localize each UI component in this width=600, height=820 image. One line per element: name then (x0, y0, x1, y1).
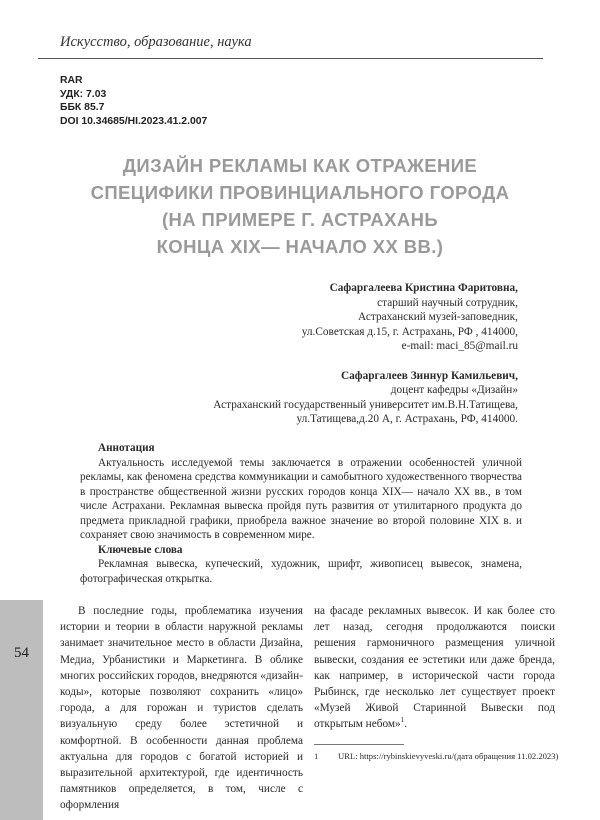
author-2-address: ул.Татищева,д.20 А, г. Астрахань, РФ, 414000. (296, 413, 518, 425)
author-1-position: старший научный сотрудник, (377, 296, 518, 309)
body-column-right-text: на фасаде рекламных вывесок. И как более сто лет назад, сегодня продолжаются поиски решения гармоничного размещения уличной вывески, создания ее эстетики или даже бренда, как например, в исторической части города Рыбинск, где несколько лет существует проект «Музей Живой Старинной Вывески под открытым небом» (314, 605, 555, 731)
author-1-address: ул.Советская д.15, г. Астрахань, РФ , 414000, (301, 325, 518, 338)
body-column-right (314, 603, 555, 733)
author-2-position: доцент кафедры «Дизайн» (390, 384, 518, 396)
doi: DOI 10.34685/HI.2023.41.2.007 (60, 115, 208, 127)
keywords-heading: Ключевые слова (98, 543, 183, 556)
article-identifiers (60, 74, 207, 128)
body-column-left: В последние годы, проблематика изучения истории и теории в области наружной рекламы занимает значительное место в области Дизайна, Медиа, Урбанистики и Маркетинга. В облике многих российских городов, внедряются «дизайн-коды», которые позволяют сохранить «лицо» города, а для горожан и туристов сделать визуальную среду более эстетичной и комфортной. В особенности данная проблема актуальна для городов с богатой историей и выразительной архитектурой, где идентичность памятников определяется, в том, числе с оформления (60, 605, 303, 812)
page-number: 54 (14, 645, 29, 661)
footnote-number: 1 (314, 751, 319, 761)
article-title (60, 152, 540, 260)
author-1-email: e-mail: maci_85@mail.ru (401, 340, 518, 352)
title-line: (НА ПРИМЕРЕ Г. АСТРАХАНЬ (161, 209, 439, 230)
author-1-affiliation: Астраханский музей-заповедник, (358, 311, 518, 323)
bbk-code: ББК 85.7 (60, 102, 105, 113)
author-2-affiliation: Астраханский государственный университет им.В.Н.Татищева, (213, 398, 518, 411)
page-number-tab (0, 600, 43, 820)
keywords-text: Рекламная вывеска, купеческий, художник, шрифт, живописец вывесок, знамена, фотографическая открытка. (80, 558, 522, 585)
running-header: Искусство, образование, наука (60, 34, 252, 50)
footnote (314, 751, 558, 761)
header-rule (38, 58, 543, 59)
author-1-name: Сафаргалеева Кристина Фаритовна, (329, 282, 518, 294)
abstract-heading: Аннотация (98, 442, 155, 454)
author-1 (213, 281, 518, 354)
abstract-text: Актуальность исследуемой темы заключается в отражении особенностей уличной рекламы, как феномена средства коммуникации и самобытного художественного творчества в пространстве общественной жизни русских городов конца XIX— начало XX вв., в том числе Астрахани. Рекламная вывеска пройдя путь развития от утилитарного продукта до предмета прикладной графики, приобрела важное значение во второй половине XIX в. и сохраняет свою значимость в современном мире. (80, 456, 522, 541)
rar-label: RAR (60, 75, 83, 86)
authors-block (213, 281, 518, 427)
title-line: ДИЗАЙН РЕКЛАМЫ КАК ОТРАЖЕНИЕ (122, 155, 478, 176)
footnote-ref: 1 (400, 716, 405, 725)
title-line: КОНЦА XIX— НАЧАЛО XX ВВ.) (156, 236, 444, 257)
abstract-block (80, 441, 522, 586)
footnote-rule (314, 744, 404, 745)
body-column-right-end: . (404, 718, 408, 731)
author-2 (213, 369, 518, 427)
author-2-name: Сафаргалеев Зиннур Камильевич, (341, 369, 518, 382)
title-line: СПЕЦИФИКИ ПРОВИНЦИАЛЬНОГО ГОРОДА (90, 182, 510, 203)
footnote-text: URL: https://rybinskievyveski.ru/(дата обращения 11.02.2023) (338, 751, 559, 761)
udk-code: УДК: 7.03 (60, 88, 107, 100)
